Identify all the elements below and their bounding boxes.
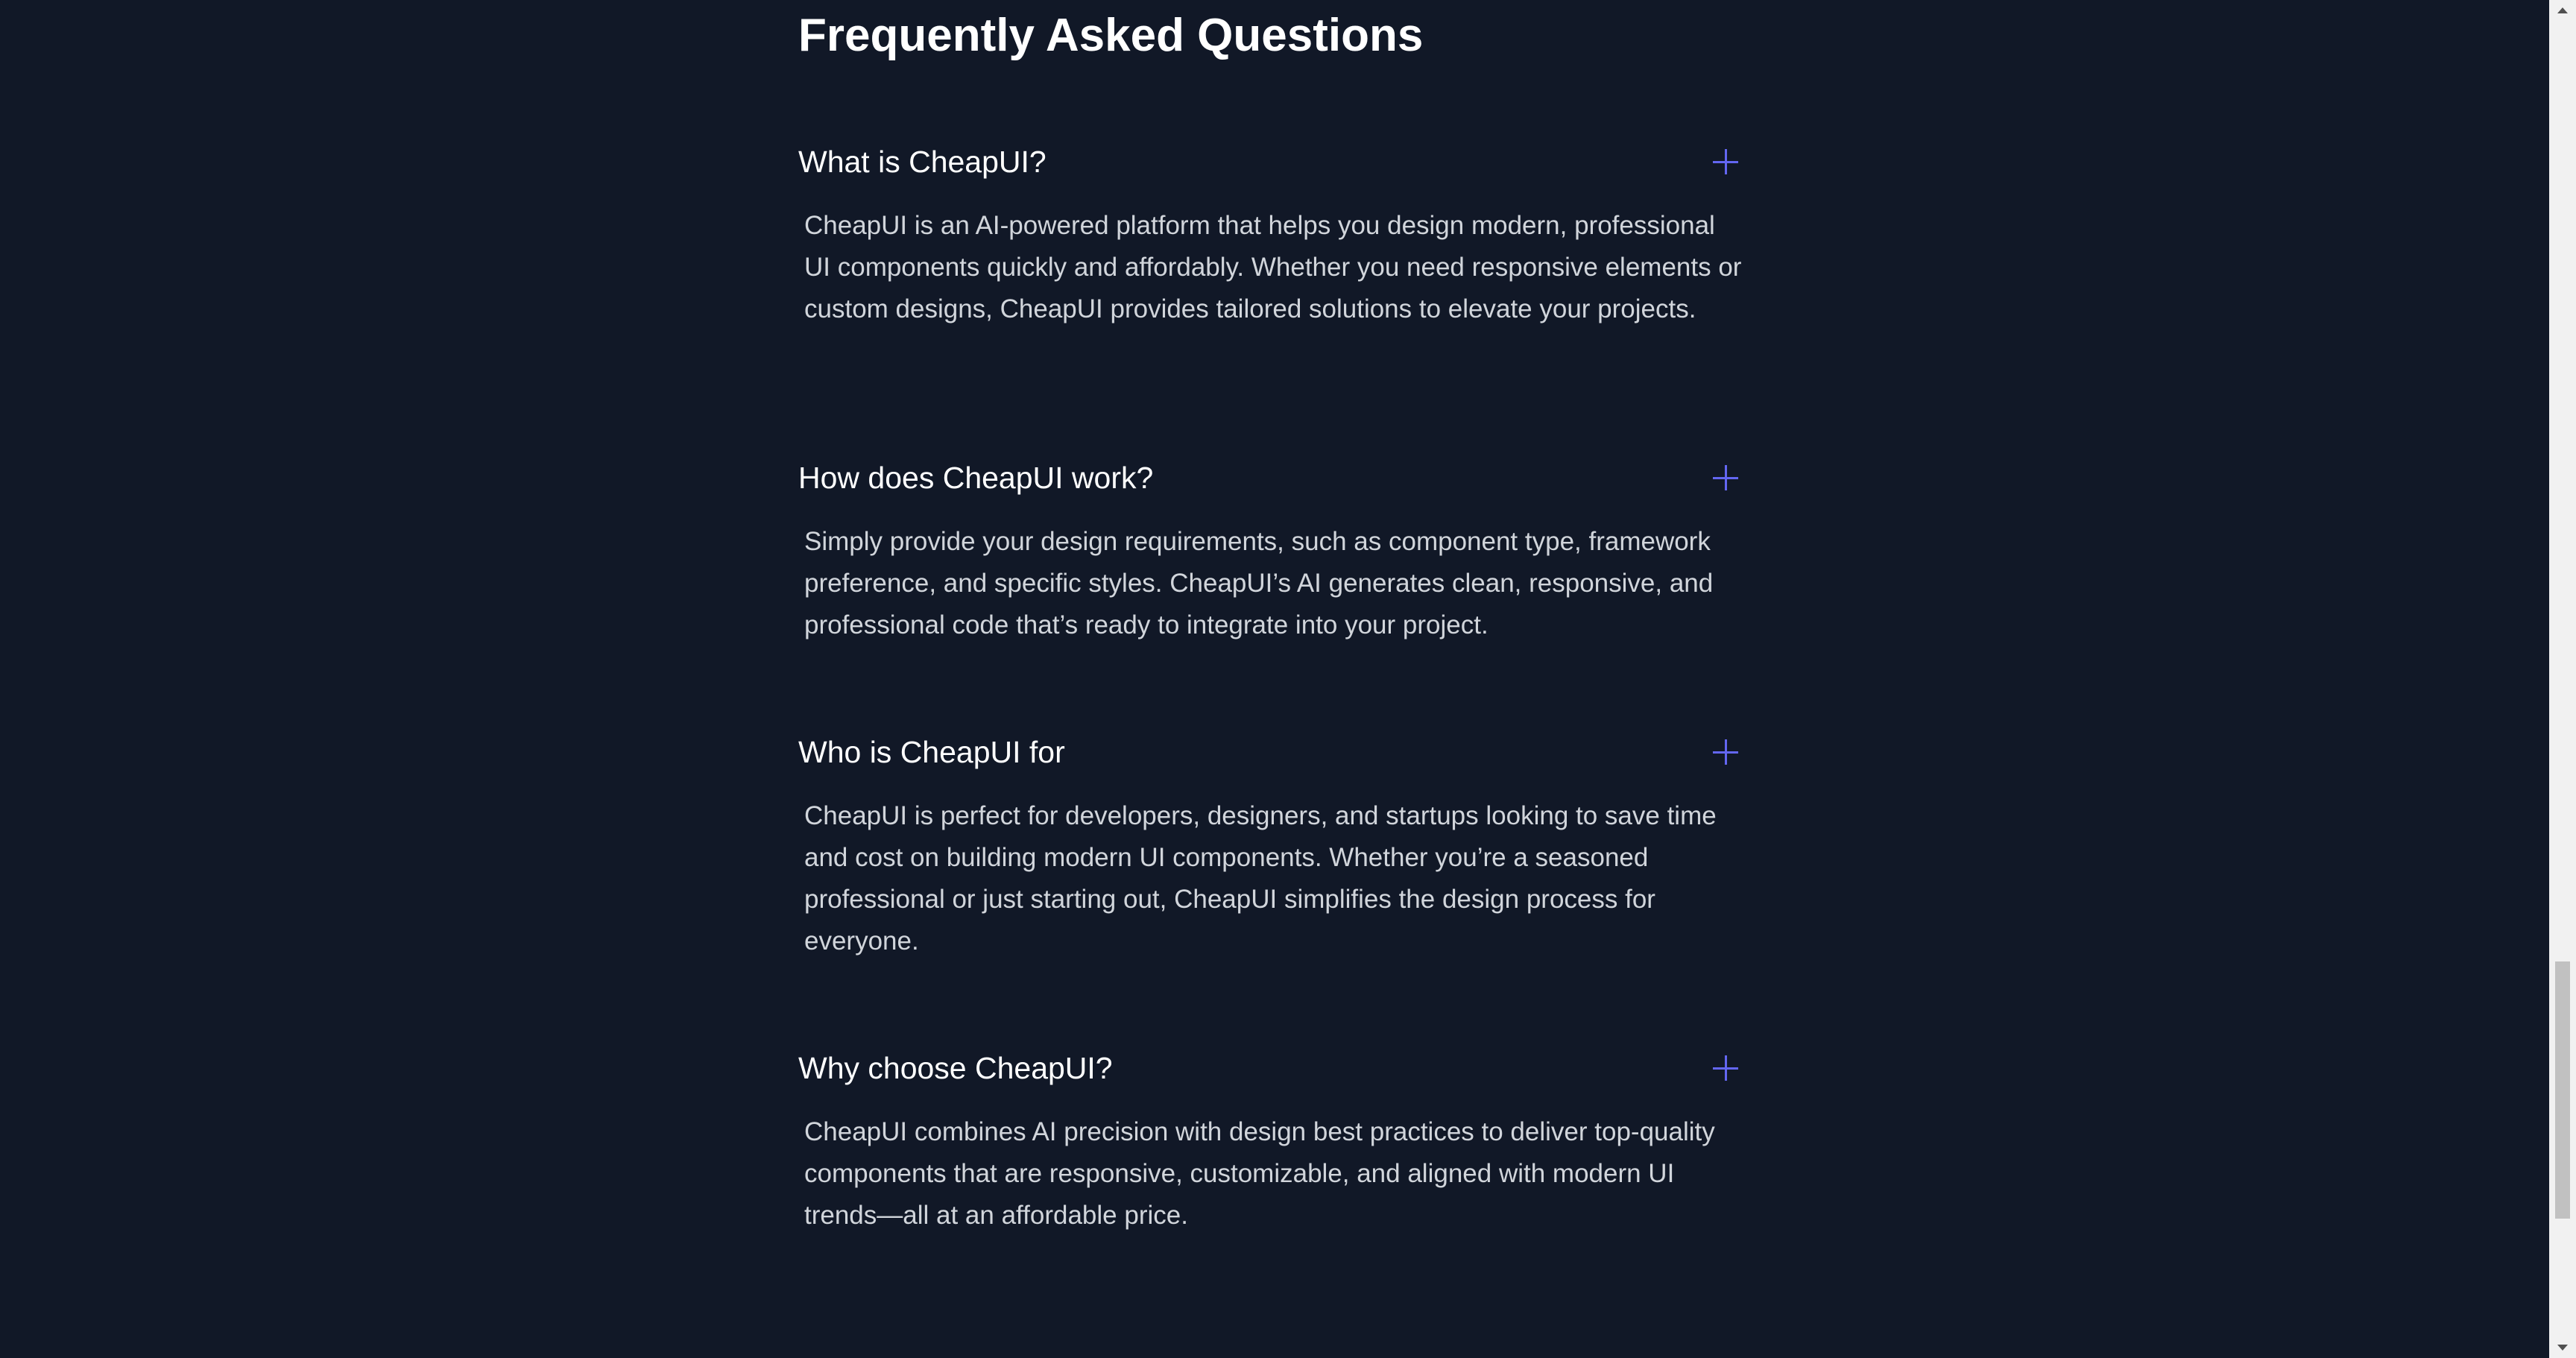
- faq-answer: CheapUI combines AI precision with design best practices to deliver top-quality components that are responsive, customizable, and aligned with modern UI trends—all at an affordable price.: [804, 1117, 1715, 1230]
- plus-icon[interactable]: [1713, 1055, 1738, 1081]
- page-scrollbar[interactable]: [2549, 0, 2576, 1358]
- faq-question-button[interactable]: [798, 730, 1746, 774]
- faq-question-text: How does CheapUI work?: [798, 461, 1154, 495]
- faq-answer: CheapUI is an AI-powered platform that helps you design modern, professional UI components quickly and affordably. Whether you need responsive elements or custom designs, CheapUI provides tailored solutions to elevate your projects.: [804, 211, 1742, 323]
- faq-answer: CheapUI is perfect for developers, designers, and startups looking to save time and cost on building modern UI components. Whether you’re a seasoned professional or just starting out, CheapUI simplifies the design process for everyone.: [804, 801, 1717, 956]
- faq-question-text: Why choose CheapUI?: [798, 1051, 1113, 1085]
- faq-item-what-is-cheapui: [798, 139, 1746, 323]
- faq-question-button[interactable]: [798, 455, 1746, 500]
- faq-question-button[interactable]: [798, 139, 1746, 184]
- plus-icon[interactable]: [1713, 465, 1738, 490]
- faq-answer: Simply provide your design requirements, such as component type, framework preference, and specific styles. CheapUI’s AI generates clean, responsive, and professional code that’s ready to integrate into your project.: [804, 527, 1714, 639]
- scrollbar-thumb[interactable]: [2555, 961, 2570, 1219]
- faq-question-button[interactable]: [798, 1046, 1746, 1090]
- scroll-down-arrow-icon[interactable]: [2557, 1345, 2568, 1351]
- faq-question-text: What is CheapUI?: [798, 145, 1046, 179]
- faq-item-why-choose-cheapui: [798, 1046, 1746, 1230]
- faq-title: Frequently Asked Questions: [798, 10, 1424, 61]
- faq-question-text: Who is CheapUI for: [798, 735, 1065, 769]
- plus-icon[interactable]: [1713, 149, 1738, 174]
- faq-item-how-does-cheapui-work: [798, 455, 1746, 639]
- plus-icon[interactable]: [1713, 739, 1738, 765]
- scroll-up-arrow-icon[interactable]: [2557, 7, 2568, 13]
- faq-item-who-is-cheapui-for: [798, 730, 1746, 956]
